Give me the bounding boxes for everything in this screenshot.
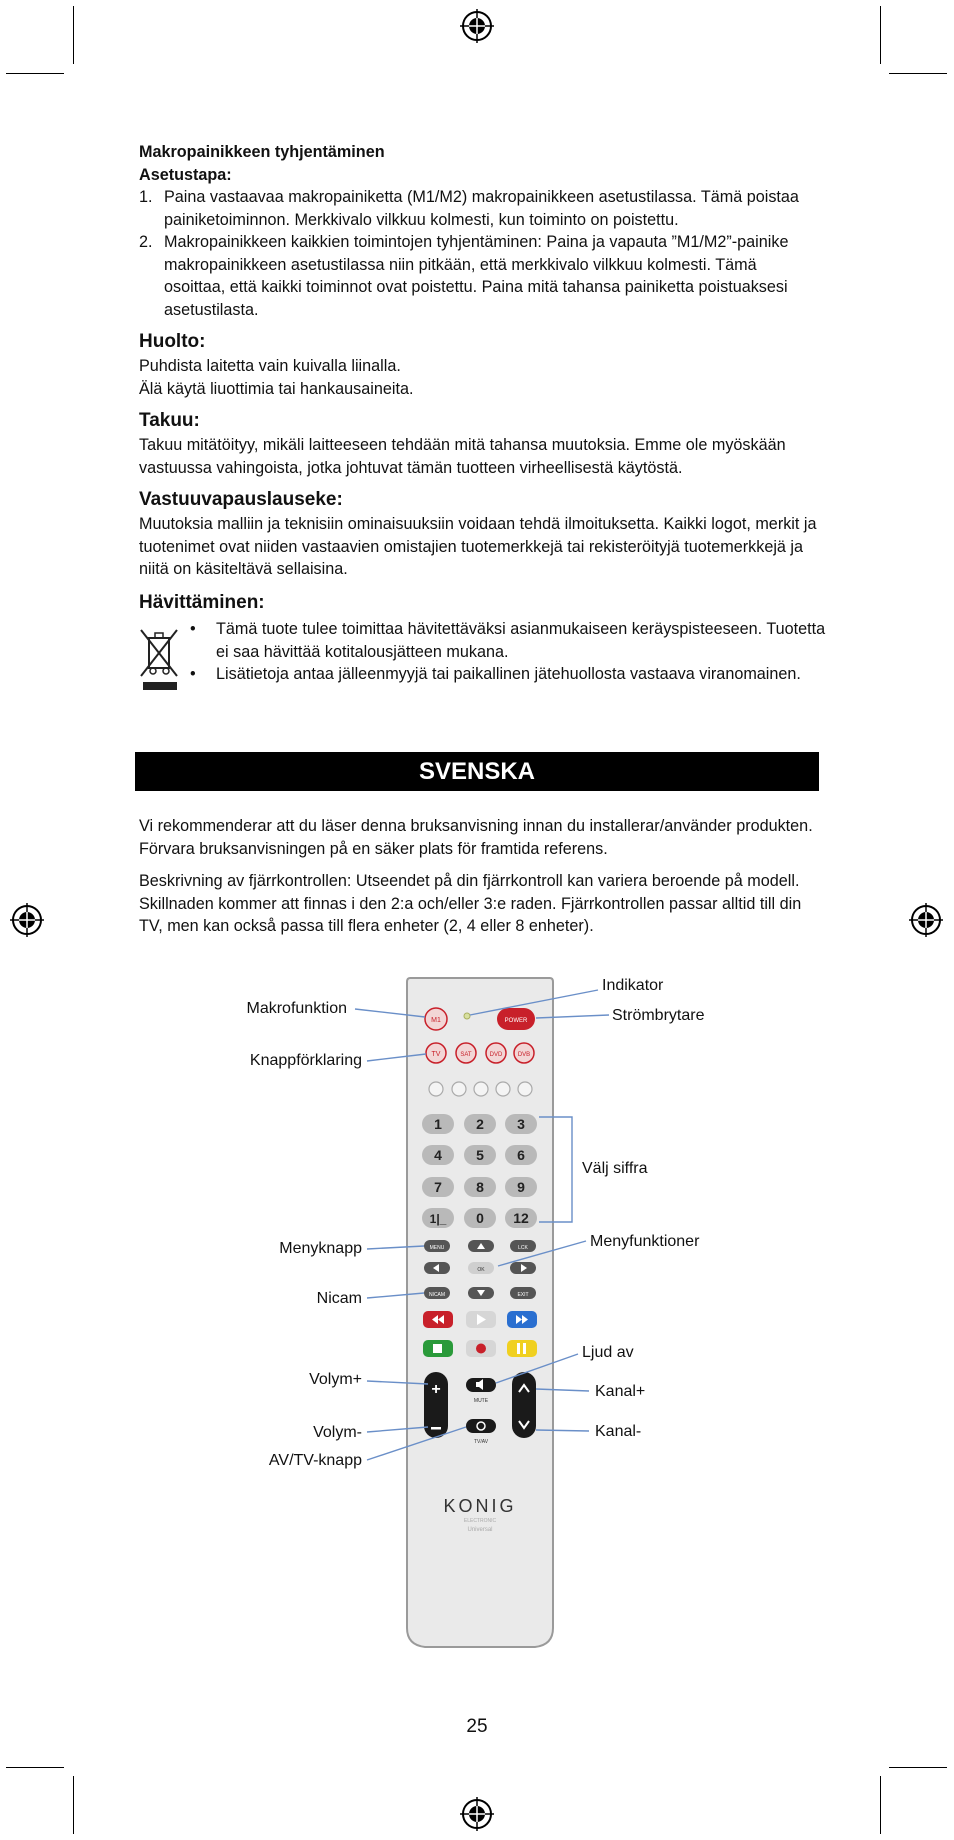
digit-label: 0 [476,1210,484,1226]
brand-sub: ELECTRONIC [463,1518,497,1524]
takuu-text: Takuu mitätöityy, mikäli laitteeseen tehdään mitä tahansa muutoksia. Emme ole myöskään vastuussa vahingoista, jotka johtuvat tämän tuotteen virheellisestä käytöstä. [139,436,786,477]
macro-clear-title: Makropainikkeen tyhjentäminen [139,143,385,161]
step-text: Paina vastaavaa makropainiketta (M1/M2) makropainikkeen asetustilassa. Tämä poistaa painiketoiminnon. Merkkivalo vilkkuu kolmesti, kun toiminto on poistettu. [164,188,799,229]
tvav-label: TV/AV [473,1439,489,1445]
list-item [139,186,819,231]
digit-label: 6 [517,1147,525,1163]
plus-sign: + [431,1381,441,1398]
digit-label: 12 [513,1210,529,1226]
m1-label: M1 [431,1017,441,1024]
label-av-tv-knapp: AV/TV-knapp [268,1452,362,1469]
label-knappforklaring: Knappförklaring [249,1052,362,1069]
label-ljud-av: Ljud av [582,1344,634,1361]
step-number: 1. [139,188,153,206]
mode-label: DVD [489,1052,503,1058]
label-menyknapp: Menyknapp [279,1240,362,1257]
label-strombrytare: Strömbrytare [612,1007,705,1024]
crop-mark [889,73,947,74]
digit-label: 3 [517,1116,525,1132]
huolto-section [139,329,819,400]
vastuu-text: Muutoksia malliin ja teknisiin ominaisuuksiin voidaan tehdä ilmoituksetta. Kaikki logot, merkit ja tuotenimet ovat niiden vastaavien omistajien tuotemerkkejä tai rekisteröityjä tuotemerkkejä ja niitä on käsiteltävä sellaisina. [139,515,817,578]
crop-mark [73,1776,74,1834]
takuu-section [139,408,819,479]
mode-label: TV [431,1051,441,1058]
label-indikator: Indikator [602,977,664,994]
weee-bin-icon [139,628,181,692]
macro-clear-subtitle: Asetustapa: [139,165,232,184]
registration-mark-icon [10,903,44,937]
mode-label: SAT [460,1052,472,1058]
digit-label: 1|_ [429,1212,447,1226]
list-item [190,663,830,686]
step-text: Makropainikkeen kaikkien toimintojen tyhjentäminen: Paina ja vapauta ”M1/M2”-painike makropainikkeen asetustilassa niin pitkään, että merkkivalo vilkkuu kolmesti. Tämä osoittaa, että kaikki toiminnot ovat poistettu. Paina mitä tahansa painiketta poistuaksesi asetustilasta. [164,233,789,319]
crop-mark [73,6,74,64]
page-number: 25 [466,1716,488,1737]
svenska-intro [139,815,819,938]
registration-mark-icon [460,9,494,43]
bullet-text: Tämä tuote tulee toimittaa hävitettäväksi asianmukaiseen keräyspisteeseen. Tuotetta ei saa hävittää kotitalousjätteen mukana. [216,620,826,661]
label-kanal-minus: Kanal- [595,1423,642,1440]
label-volym-minus: Volym- [313,1424,362,1441]
nicam-label: NICAM [428,1292,446,1298]
havittaminen-heading: Hävittäminen: [139,592,265,613]
digit-label: 4 [434,1147,442,1163]
disposal-bullets [190,618,830,686]
tvav-button [466,1419,496,1433]
mode-label: DVB [517,1052,531,1058]
brand-sub2: Universal [467,1527,493,1533]
label-volym-plus: Volym+ [309,1371,362,1388]
crop-mark [889,1767,947,1768]
lck-label: LCK [518,1245,528,1251]
intro-text: Förvara bruksanvisningen på en säker plats för framtida referens. [139,839,608,858]
remote-description: Beskrivning av fjärrkontrollen: Utseendet på din fjärrkontroll kan variera beroende på modell. Skillnaden kommer att finnas i den 2:a och/eller 3:e raden. Fjärrkontrollen passar alltid till din TV, men kan också passa till flera enheter (2, 4 eller 8 enheter). [139,872,802,935]
crop-mark [880,1776,881,1834]
power-label: POWER [504,1018,528,1024]
digit-label: 2 [476,1116,484,1132]
exit-label: EXIT [517,1292,529,1298]
ok-label: OK [477,1267,485,1273]
havittaminen-section [139,590,819,616]
menu-label: MENU [429,1245,445,1251]
crop-mark [880,6,881,64]
huolto-line: Älä käytä liuottimia tai hankausaineita. [139,379,414,398]
intro-text: Vi rekommenderar att du läser denna bruksanvisning innan du installerar/använder produkten. [139,817,813,835]
label-makrofunktion: Makrofunktion [246,1000,347,1017]
brand-logo: KONIG [443,1496,517,1516]
crop-mark [6,73,64,74]
language-banner: SVENSKA [135,752,819,791]
label-valj-siffra: Välj siffra [582,1160,648,1177]
registration-mark-icon [460,1797,494,1831]
vastuu-heading: Vastuuvapauslauseke: [139,489,343,510]
vastuu-section [139,487,819,581]
digit-label: 7 [434,1179,442,1195]
huolto-heading: Huolto: [139,331,206,352]
list-item [139,231,819,321]
bullet-text: Lisätietoja antaa jälleenmyyjä tai paikallinen jätehuollosta vastaava viranomainen. [216,665,801,683]
bullet: • [190,620,196,638]
label-nicam: Nicam [316,1290,362,1307]
bullet: • [190,665,196,683]
indicator-led [464,1013,470,1019]
macro-clear-section [139,141,819,321]
digit-label: 5 [476,1147,484,1163]
digit-label: 1 [434,1116,442,1132]
label-menyfunktioner: Menyfunktioner [590,1233,700,1250]
list-item [190,618,830,663]
takuu-heading: Takuu: [139,410,200,431]
pause-button [507,1340,537,1357]
registration-mark-icon [909,903,943,937]
digit-label: 9 [517,1179,525,1195]
huolto-line: Puhdista laitetta vain kuivalla liinalla. [139,357,401,375]
step-number: 2. [139,233,153,251]
label-kanal-plus: Kanal+ [595,1383,646,1400]
macro-clear-steps [139,186,819,321]
crop-mark [6,1767,64,1768]
menu-cluster [424,1240,536,1299]
mute-label: MUTE [473,1398,489,1404]
digit-label: 8 [476,1179,484,1195]
remote-control-diagram [0,960,954,1660]
